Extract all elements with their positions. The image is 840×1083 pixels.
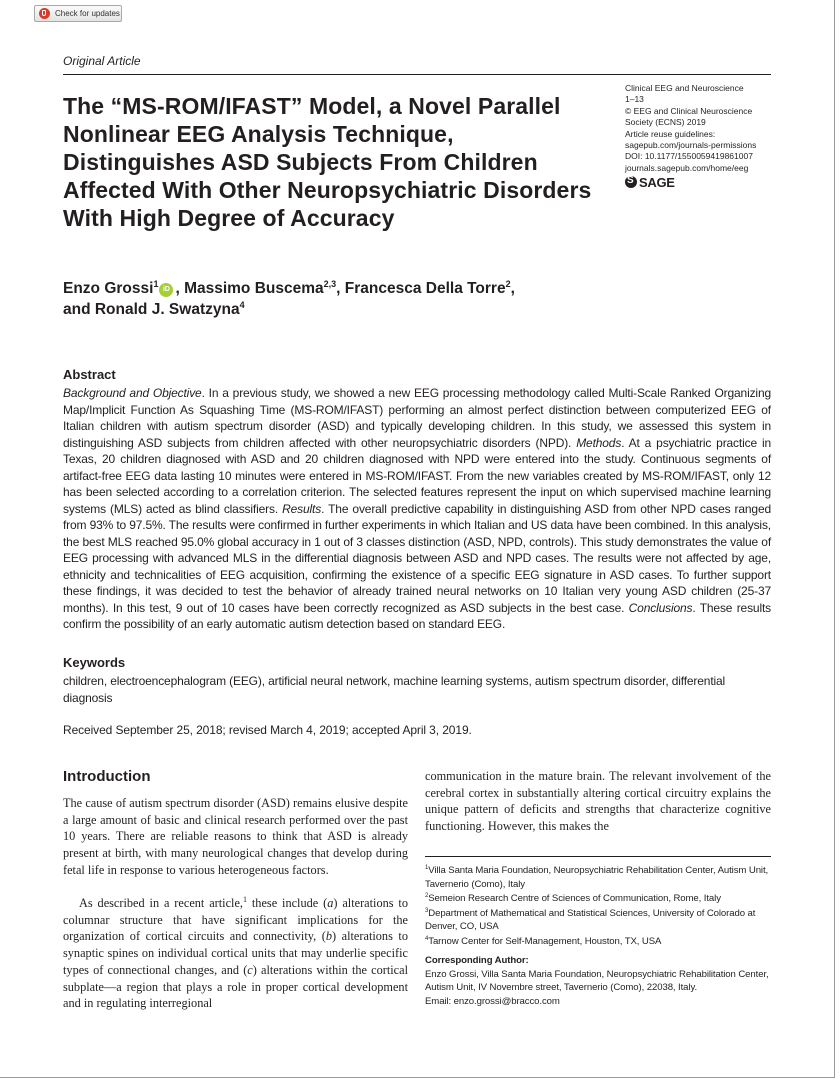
author-list (63, 278, 623, 320)
affiliation-1-text: Villa Santa Maria Foundation, Neuropsychiatric Rehabilitation Center, Autism Unit, Tavernerio (Como), Italy (425, 865, 769, 890)
introduction-paragraph-2 (63, 895, 408, 1012)
intro-p2-a-text: ) alterations to columnar structure that have significant implications for the organization of cortical circuits and connectivity, ( (63, 896, 408, 944)
intro-p2-a-pre: these include ( (247, 896, 328, 910)
corresponding-author-email-line (425, 995, 775, 1009)
affiliation-3 (425, 907, 775, 934)
abstract-methods-text: . At a psychiatric practice in Texas, 20 children diagnosed with ASD and 20 children diagnosed with NPD were entered into the study. Continuous segments of artifact-free EEG data lasting 10 minutes were entered in MS-ROM/IFAST. From the new variables created by MS-ROM/IFAST, only 12 has been selected according to a correlation criterion. The selected features represent the input on which supervised machine learning systems (MLS) acted as blind classifiers. (63, 435, 771, 516)
author-2-affil: 2,3 (323, 278, 337, 289)
journal-name: Clinical EEG and Neuroscience (625, 83, 744, 93)
abstract-results-label: Results (282, 501, 322, 516)
author-4-affil: 4 (239, 299, 245, 310)
abstract-background-label: Background and Objective (63, 386, 202, 400)
check-for-updates-button[interactable] (34, 5, 122, 22)
author-4: and Ronald J. Swatzyna (63, 301, 240, 318)
received-dates: Received September 25, 2018; revised March 4, 2019; accepted April 3, 2019. (63, 723, 472, 737)
author-1: Enzo Grossi (63, 280, 154, 297)
intro-p2-text (63, 895, 408, 1012)
abstract-methods-label: Methods (576, 435, 622, 450)
abstract-background-text: . In a previous study, we showed a new EEG processing methodology called Multi-Scale Ranked Organizing Map/Implicit Function As Squashing Time (MS-ROM/IFAST) performing an almost perfect distinction between computerized EEG of Italian children with autism spectrum disorder (ASD) and typically developing children. In this study, we assessed this system in distinguishing ASD subjects from children affected with other neuropsychiatric disorders (NPD). (63, 386, 772, 450)
keywords-text: children, electroencephalogram (EEG), artificial neural network, machine learning systems, autism spectrum disorder, differential diagnosis (63, 674, 726, 705)
email-label: Email: (425, 995, 454, 1007)
abstract-conclusions-text: . These results confirm the possibility of an early automatic autism detection based on standard EEG. (63, 600, 771, 631)
author-3-comma: , (510, 280, 515, 297)
intro-right-text: communication in the mature brain. The relevant involvement of the cerebral cortex in substantially altering cortical circuitry explains the unique pattern of deficits and strengths that characterize cognitive functioning. However, this makes the (425, 769, 771, 834)
affiliation-1-sup: 1 (425, 864, 429, 871)
journal-reuse-label: Article reuse guidelines: (625, 128, 716, 139)
affiliation-4-sup: 4 (425, 935, 429, 942)
intro-p2-start: As described in a recent article, (79, 896, 244, 910)
introduction-right-column (425, 768, 771, 835)
footnote-rule (425, 856, 771, 857)
author-3-affil: 2 (505, 278, 511, 289)
affiliation-2 (425, 892, 775, 906)
author-2: , Massimo Buscema (175, 280, 324, 297)
affiliations (425, 864, 775, 1008)
affiliation-2-sup: 2 (425, 892, 429, 899)
email-link[interactable]: enzo.grossi@bracco.com (453, 995, 560, 1007)
introduction-heading: Introduction (63, 768, 151, 785)
article-title: The “MS-ROM/IFAST” Model, a Novel Parallel Nonlinear EEG Analysis Technique, Distinguishes ASD Subjects From Children Affected With Other Neuropsychiatric Disorders With High Degree of Accuracy (63, 93, 592, 231)
sage-icon (625, 176, 637, 188)
sage-logo-text: SAGE (639, 174, 675, 190)
affiliation-4-text: Tarnow Center for Self-Management, Houston, TX, USA (428, 935, 662, 947)
check-for-updates-label: Check for updates (55, 9, 120, 18)
introduction-paragraph-1 (63, 795, 408, 879)
abstract-results-text: . The overall predictive capability in distinguishing ASD from other NPD cases ranged from 93% to 97.5%. The results were confirmed in further experiments in which Italian and US data have been combined. In this analysis, the best MLS reached 95.0% global accuracy in 1 out of 3 classes distinction (ASD, NPD, controls). This study demonstrates the value of EEG processing with advanced MLS in the differential diagnosis between ASD and NPD cases. The results were not affected by age, ethnicity and technicalities of EEG acquisition, confirming the existence of a specific EEG signature in ASD cases. To further support these findings, it was decided to test the behavior of already trained neural networks on 10 Italian very young ASD children (25-37 months). In this test, 9 out of 10 cases have been correctly recognized as ASD subjects in the best case. (63, 501, 771, 615)
intro-p2-a: a (327, 896, 334, 910)
journal-doi[interactable]: DOI: 10.1177/1550059419861007 (625, 151, 753, 162)
journal-society: Society (ECNS) 2019 (625, 117, 706, 128)
article-type-label: Original Article (63, 54, 141, 68)
journal-pages: 1–13 (625, 94, 644, 105)
abstract-heading: Abstract (63, 367, 116, 382)
affiliation-3-text: Department of Mathematical and Statistical Sciences, University of Colorado at Denver, CO, USA (425, 907, 756, 932)
author-3: , Francesca Della Torre (336, 280, 506, 297)
journal-info (625, 83, 785, 188)
journal-reuse-link[interactable]: sagepub.com/journals-permissions (625, 140, 757, 151)
intro-p2-c-text: ) alterations within the cortical subplate—a region that plays a role in proper cortical development and in regulating interregional (63, 962, 408, 1011)
intro-p1-text: The cause of autism spectrum disorder (ASD) remains elusive despite a large amount of basic and clinical research performed over the past 10 years. There are reliable reasons to think that ASD is already present at birth, with many neurological changes that develop during fetal life in response to various heterogeneous factors. (63, 796, 408, 877)
abstract-conclusions-label: Conclusions (628, 600, 693, 615)
sage-logo (625, 176, 785, 188)
corresponding-author-heading: Corresponding Author: (425, 955, 529, 966)
corresponding-author-text: Enzo Grossi, Villa Santa Maria Foundation, Neuropsychiatric Rehabilitation Center, Autism Unit, IV Novembre street, Tavernerio (Como), 22038, Italy. (425, 968, 769, 993)
author-1-affil: 1 (153, 278, 159, 289)
affiliation-1 (425, 864, 775, 891)
crossmark-icon (39, 8, 50, 19)
journal-home-link[interactable]: journals.sagepub.com/home/eeg (625, 162, 749, 173)
orcid-icon[interactable]: iD (159, 283, 173, 297)
intro-p2-b-text: ) alterations to synaptic spines on individual cortical units that may underlie specific types of connectional changes, and ( (63, 929, 408, 977)
header-rule (63, 74, 771, 75)
intro-p2-c: c (247, 962, 253, 977)
keywords-heading: Keywords (63, 655, 126, 670)
citation-ref[interactable]: 1 (243, 894, 248, 904)
affiliation-2-text: Semeion Research Centre of Sciences of Communication, Rome, Italy (428, 893, 721, 904)
journal-copyright: © EEG and Clinical Neuroscience (625, 105, 753, 116)
affiliation-4 (425, 935, 775, 949)
affiliation-3-sup: 3 (425, 907, 429, 914)
intro-p2-b: b (325, 929, 332, 944)
abstract-text (63, 385, 771, 633)
